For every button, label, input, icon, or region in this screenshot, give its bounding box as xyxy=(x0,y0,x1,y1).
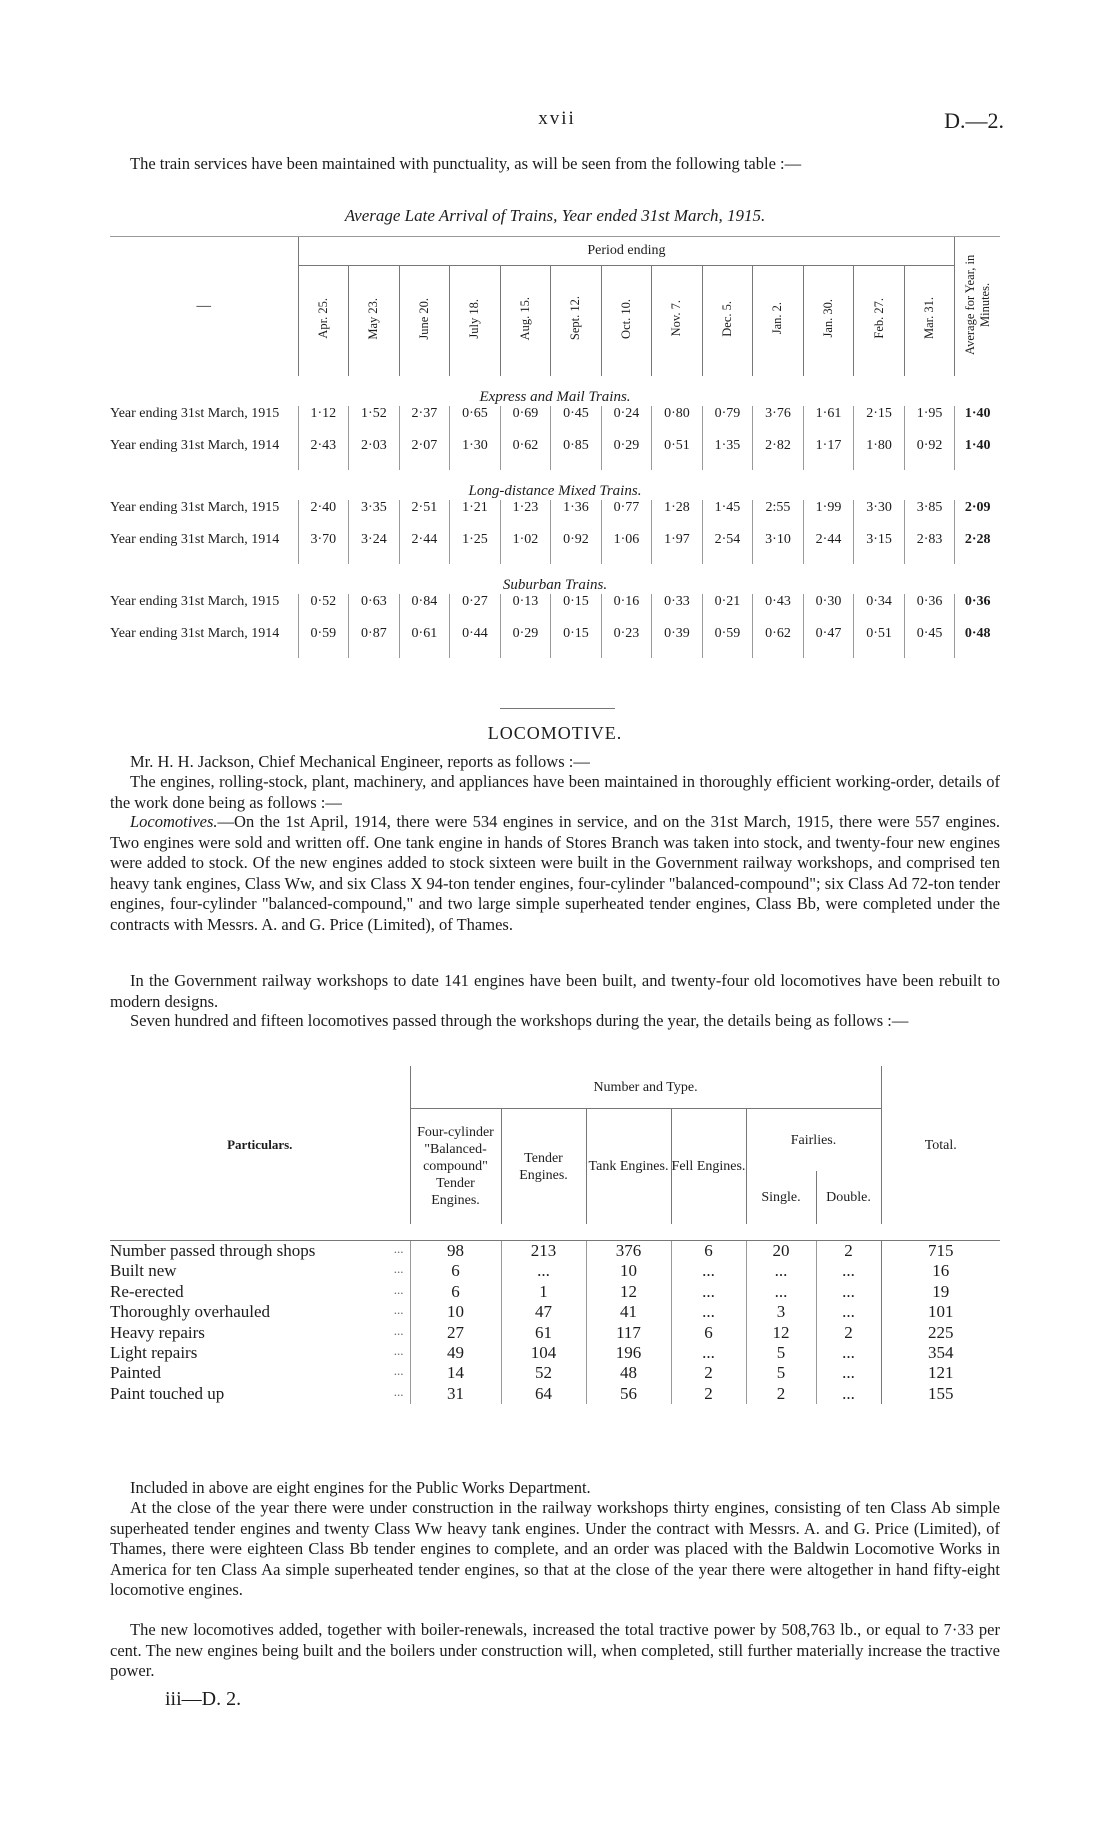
late-minutes-cell: 0·13 xyxy=(500,594,551,626)
row-label: Paint touched up xyxy=(110,1383,225,1403)
table-row xyxy=(110,1363,1000,1383)
row-label: Year ending 31st March, 1914 xyxy=(110,626,280,641)
count-cell: 10 xyxy=(410,1302,501,1322)
late-minutes-cell: 0·61 xyxy=(399,626,450,658)
count-cell: ... xyxy=(671,1302,746,1322)
late-minutes-cell: 0·16 xyxy=(601,594,652,626)
late-minutes-cell: 0·36 xyxy=(904,594,955,626)
fairlies-heading: Fairlies. xyxy=(746,1109,881,1172)
total-cell: 354 xyxy=(881,1343,1000,1363)
late-minutes-cell: 2·40 xyxy=(298,500,349,532)
count-cell: 12 xyxy=(746,1323,816,1343)
period-column-heading: Aug. 15. xyxy=(500,266,551,377)
late-minutes-cell: 0·59 xyxy=(702,626,753,658)
count-cell: ... xyxy=(671,1261,746,1281)
count-cell: 10 xyxy=(586,1261,671,1281)
period-column-heading: Feb. 27. xyxy=(854,266,905,377)
row-label: Year ending 31st March, 1915 xyxy=(110,406,280,421)
train-section-title: Long-distance Mixed Trains. xyxy=(468,483,642,499)
count-cell: ... xyxy=(671,1343,746,1363)
leader-dots: ... xyxy=(393,1261,404,1277)
table-row xyxy=(110,438,1000,470)
average-cell: 0·48 xyxy=(955,626,1000,658)
table-row xyxy=(110,532,1000,564)
fourcyl-heading: Four-cylinder "Balanced-compound" Tender Engines. xyxy=(410,1109,501,1225)
count-cell: ... xyxy=(816,1384,881,1404)
tank-heading: Tank Engines. xyxy=(586,1109,671,1225)
late-minutes-cell: 0·77 xyxy=(601,500,652,532)
page-footer: iii—D. 2. xyxy=(165,1688,242,1710)
late-minutes-cell: 2·44 xyxy=(803,532,854,564)
late-minutes-cell: 2:55 xyxy=(753,500,804,532)
table-row xyxy=(110,1384,1000,1404)
count-cell: 117 xyxy=(586,1323,671,1343)
average-cell: 0·36 xyxy=(955,594,1000,626)
count-cell: 52 xyxy=(501,1363,586,1383)
count-cell: 31 xyxy=(410,1384,501,1404)
count-cell: 376 xyxy=(586,1241,671,1262)
count-cell: 47 xyxy=(501,1302,586,1322)
late-minutes-cell: 1·30 xyxy=(450,438,501,470)
late-minutes-cell: 0·51 xyxy=(652,438,703,470)
table1-caption: Average Late Arrival of Trains, Year ended 31st March, 1915. xyxy=(344,206,766,225)
late-minutes-cell: 1·99 xyxy=(803,500,854,532)
late-minutes-cell: 0·33 xyxy=(652,594,703,626)
late-minutes-cell: 2·07 xyxy=(399,438,450,470)
period-column-heading: Mar. 31. xyxy=(904,266,955,377)
total-cell: 155 xyxy=(881,1384,1000,1404)
count-cell: 6 xyxy=(410,1282,501,1302)
late-minutes-cell: 3·76 xyxy=(753,406,804,438)
count-cell: 5 xyxy=(746,1363,816,1383)
count-cell: 3 xyxy=(746,1302,816,1322)
total-heading: Total. xyxy=(881,1066,1000,1224)
page-header xyxy=(110,108,1004,134)
late-minutes-cell: 0·30 xyxy=(803,594,854,626)
late-minutes-cell: 0·52 xyxy=(298,594,349,626)
count-cell: 14 xyxy=(410,1363,501,1383)
late-minutes-cell: 3·70 xyxy=(298,532,349,564)
late-arrival-table xyxy=(110,236,1000,658)
table-row xyxy=(110,406,1000,438)
table-row xyxy=(110,500,1000,532)
late-minutes-cell: 0·47 xyxy=(803,626,854,658)
period-column-heading: Oct. 10. xyxy=(601,266,652,377)
leader-dots: ... xyxy=(393,1342,404,1358)
row-label: Heavy repairs xyxy=(110,1322,205,1342)
count-cell: 104 xyxy=(501,1343,586,1363)
late-minutes-cell: 0·45 xyxy=(904,626,955,658)
count-cell: 56 xyxy=(586,1384,671,1404)
single-heading: Single. xyxy=(746,1171,816,1224)
count-cell: 98 xyxy=(410,1241,501,1262)
period-column-heading: Nov. 7. xyxy=(652,266,703,377)
table-row xyxy=(110,1302,1000,1322)
count-cell: 12 xyxy=(586,1282,671,1302)
row-label: Light repairs xyxy=(110,1342,198,1362)
table-row xyxy=(110,594,1000,626)
count-cell: 2 xyxy=(671,1363,746,1383)
period-column-heading: Jan. 2. xyxy=(753,266,804,377)
workshops-table xyxy=(110,1066,1000,1404)
late-minutes-cell: 0·92 xyxy=(551,532,602,564)
late-minutes-cell: 2·54 xyxy=(702,532,753,564)
locomotive-para-1: The engines, rolling-stock, plant, machinery, and appliances have been maintained in thoroughly efficient working-order, details of the work done being as follows :— xyxy=(110,772,1000,812)
late-minutes-cell: 0·29 xyxy=(500,626,551,658)
count-cell: 196 xyxy=(586,1343,671,1363)
double-heading: Double. xyxy=(816,1171,881,1224)
late-minutes-cell: 0·39 xyxy=(652,626,703,658)
leader-dots: ... xyxy=(393,1302,404,1318)
total-cell: 715 xyxy=(881,1241,1000,1262)
count-cell: 20 xyxy=(746,1241,816,1262)
locomotives-text: —On the 1st April, 1914, there were 534 engines in service, and on the 31st March, 1915, there were 557 engines. Two engines were sold and written off. One tank engine in hands of Stores Branch was taken into stock, and twenty-four new engines were added to stock. Of the new engines added to stock sixteen were built in the Government railway workshops, and comprised ten heavy tank engines, Class Ww, and six Class X 94-ton tender engines, four-cylinder "balanced-compound"; six Class Ad 72-ton tender engines, four-cylinder "balanced-compound," and two large simple superheated tender engines, Class Bb, were completed under the contracts with Messrs. A. and G. Price (Limited), of Thames. xyxy=(110,812,1000,934)
average-cell: 1·40 xyxy=(955,438,1000,470)
table-row xyxy=(110,1241,1000,1262)
late-minutes-cell: 0·63 xyxy=(349,594,400,626)
count-cell: ... xyxy=(501,1261,586,1281)
fell-heading: Fell Engines. xyxy=(671,1109,746,1225)
late-minutes-cell: 1·12 xyxy=(298,406,349,438)
period-column-heading: Apr. 25. xyxy=(298,266,349,377)
table-row xyxy=(110,1261,1000,1281)
late-minutes-cell: 1·97 xyxy=(652,532,703,564)
late-minutes-cell: 0·69 xyxy=(500,406,551,438)
section-rule xyxy=(500,708,615,709)
late-minutes-cell: 3·10 xyxy=(753,532,804,564)
late-minutes-cell: 0·85 xyxy=(551,438,602,470)
closing-para-1: Included in above are eight engines for the Public Works Department. xyxy=(130,1478,591,1497)
count-cell: 6 xyxy=(671,1241,746,1262)
count-cell: ... xyxy=(816,1282,881,1302)
closing-para-2: At the close of the year there were under construction in the railway workshops thirty engines, consisting of ten Class Ab simple superheated tender engines and twenty Class Ww heavy tank engines. Under the contract with Messrs. A. and G. Price (Limited), of Thames, there were eighteen Class Bb tender engines to complete, and an order was placed with the Baldwin Locomotive Works in America for ten Class Aa simple superheated tender engines, so that at the close of the year there were altogether in hand fifty-eight locomotive engines. xyxy=(110,1498,1000,1599)
late-minutes-cell: 2·83 xyxy=(904,532,955,564)
count-cell: 1 xyxy=(501,1282,586,1302)
late-minutes-cell: 0·43 xyxy=(753,594,804,626)
late-minutes-cell: 0·21 xyxy=(702,594,753,626)
period-column-heading: June 20. xyxy=(399,266,450,377)
train-section-title: Suburban Trains. xyxy=(502,577,608,593)
locomotive-para-2 xyxy=(110,812,1000,935)
late-minutes-cell: 1·25 xyxy=(450,532,501,564)
late-minutes-cell: 0·15 xyxy=(551,626,602,658)
late-minutes-cell: 0·80 xyxy=(652,406,703,438)
average-cell: 1·40 xyxy=(955,406,1000,438)
count-cell: ... xyxy=(816,1261,881,1281)
late-minutes-cell: 0·62 xyxy=(500,438,551,470)
table1-corner: — xyxy=(110,237,298,377)
late-minutes-cell: 0·45 xyxy=(551,406,602,438)
row-label: Thoroughly overhauled xyxy=(110,1302,271,1322)
late-minutes-cell: 1·80 xyxy=(854,438,905,470)
late-minutes-cell: 1·61 xyxy=(803,406,854,438)
table-row xyxy=(110,1323,1000,1343)
late-minutes-cell: 1·23 xyxy=(500,500,551,532)
late-minutes-cell: 2·43 xyxy=(298,438,349,470)
late-minutes-cell: 1·36 xyxy=(551,500,602,532)
late-minutes-cell: 0·15 xyxy=(551,594,602,626)
late-minutes-cell: 0·59 xyxy=(298,626,349,658)
count-cell: 41 xyxy=(586,1302,671,1322)
late-minutes-cell: 0·51 xyxy=(854,626,905,658)
average-cell: 2·09 xyxy=(955,500,1000,532)
late-minutes-cell: 2·15 xyxy=(854,406,905,438)
document-code: D.—2. xyxy=(944,108,1004,133)
number-and-type-heading: Number and Type. xyxy=(410,1066,881,1109)
total-cell: 225 xyxy=(881,1323,1000,1343)
leader-dots: ... xyxy=(393,1322,404,1338)
count-cell: 49 xyxy=(410,1343,501,1363)
locomotives-lead: Locomotives. xyxy=(130,812,218,831)
table-row xyxy=(110,1343,1000,1363)
late-minutes-cell: 2·51 xyxy=(399,500,450,532)
count-cell: ... xyxy=(816,1363,881,1383)
particulars-heading: Particulars. xyxy=(227,1137,293,1152)
average-cell: 2·28 xyxy=(955,532,1000,564)
tender-heading: Tender Engines. xyxy=(501,1109,586,1225)
late-minutes-cell: 0·34 xyxy=(854,594,905,626)
count-cell: ... xyxy=(746,1282,816,1302)
locomotive-para-4: Seven hundred and fifteen locomotives passed through the workshops during the year, the details being as follows :— xyxy=(130,1011,909,1030)
row-label: Year ending 31st March, 1914 xyxy=(110,438,280,453)
late-minutes-cell: 0·79 xyxy=(702,406,753,438)
count-cell: 48 xyxy=(586,1363,671,1383)
late-minutes-cell: 1·52 xyxy=(349,406,400,438)
count-cell: ... xyxy=(746,1261,816,1281)
avg-heading: Average for Year, in Minutes. xyxy=(955,237,1000,377)
table-row xyxy=(110,626,1000,658)
leader-dots: ... xyxy=(393,1363,404,1379)
late-minutes-cell: 1·02 xyxy=(500,532,551,564)
leader-dots: ... xyxy=(393,1281,404,1297)
row-label: Painted xyxy=(110,1363,161,1383)
late-minutes-cell: 0·62 xyxy=(753,626,804,658)
count-cell: ... xyxy=(671,1282,746,1302)
late-minutes-cell: 3·85 xyxy=(904,500,955,532)
late-minutes-cell: 1·45 xyxy=(702,500,753,532)
late-minutes-cell: 1·17 xyxy=(803,438,854,470)
count-cell: 2 xyxy=(816,1241,881,1262)
count-cell: 213 xyxy=(501,1241,586,1262)
row-label: Year ending 31st March, 1915 xyxy=(110,500,280,515)
row-label: Re-erected xyxy=(110,1281,184,1301)
late-minutes-cell: 0·87 xyxy=(349,626,400,658)
late-minutes-cell: 0·92 xyxy=(904,438,955,470)
locomotive-reports-line: Mr. H. H. Jackson, Chief Mechanical Engineer, reports as follows :— xyxy=(130,752,590,771)
count-cell: 5 xyxy=(746,1343,816,1363)
late-minutes-cell: 2·82 xyxy=(753,438,804,470)
period-column-heading: Jan. 30. xyxy=(803,266,854,377)
total-cell: 19 xyxy=(881,1282,1000,1302)
total-cell: 121 xyxy=(881,1363,1000,1383)
total-cell: 101 xyxy=(881,1302,1000,1322)
period-column-heading: July 18. xyxy=(450,266,501,377)
closing-para-3: The new locomotives added, together with boiler-renewals, increased the total tractive power by 508,763 lb., or equal to 7·33 per cent. The new engines being built and the boilers under construction will, when completed, still further materially increase the tractive power. xyxy=(110,1620,1000,1680)
table-row xyxy=(110,1282,1000,1302)
count-cell: 61 xyxy=(501,1323,586,1343)
late-minutes-cell: 2·03 xyxy=(349,438,400,470)
late-minutes-cell: 0·84 xyxy=(399,594,450,626)
late-minutes-cell: 1·06 xyxy=(601,532,652,564)
period-heading: Period ending xyxy=(298,237,955,266)
late-minutes-cell: 0·23 xyxy=(601,626,652,658)
late-minutes-cell: 1·35 xyxy=(702,438,753,470)
locomotive-para-3: In the Government railway workshops to date 141 engines have been built, and twenty-four old locomotives have been rebuilt to modern designs. xyxy=(110,971,1000,1011)
late-minutes-cell: 1·28 xyxy=(652,500,703,532)
count-cell: 6 xyxy=(410,1261,501,1281)
row-label: Year ending 31st March, 1914 xyxy=(110,532,280,547)
late-minutes-cell: 1·95 xyxy=(904,406,955,438)
late-minutes-cell: 0·29 xyxy=(601,438,652,470)
count-cell: 64 xyxy=(501,1384,586,1404)
leader-dots: ... xyxy=(393,1241,404,1256)
late-minutes-cell: 3·15 xyxy=(854,532,905,564)
count-cell: 6 xyxy=(671,1323,746,1343)
late-minutes-cell: 0·44 xyxy=(450,626,501,658)
intro-paragraph: The train services have been maintained with punctuality, as will be seen from the following table :— xyxy=(130,154,802,173)
count-cell: ... xyxy=(816,1302,881,1322)
period-column-heading: Dec. 5. xyxy=(702,266,753,377)
period-column-heading: Sept. 12. xyxy=(551,266,602,377)
late-minutes-cell: 3·30 xyxy=(854,500,905,532)
count-cell: 2 xyxy=(671,1384,746,1404)
count-cell: ... xyxy=(816,1343,881,1363)
late-minutes-cell: 3·35 xyxy=(349,500,400,532)
count-cell: 2 xyxy=(746,1384,816,1404)
count-cell: 27 xyxy=(410,1323,501,1343)
late-minutes-cell: 3·24 xyxy=(349,532,400,564)
late-minutes-cell: 2·44 xyxy=(399,532,450,564)
late-minutes-cell: 1·21 xyxy=(450,500,501,532)
late-minutes-cell: 0·27 xyxy=(450,594,501,626)
late-minutes-cell: 2·37 xyxy=(399,406,450,438)
page-folio: xvii xyxy=(538,108,576,129)
row-label: Year ending 31st March, 1915 xyxy=(110,594,280,609)
row-label: Number passed through shops xyxy=(110,1241,316,1260)
row-label: Built new xyxy=(110,1261,177,1281)
late-minutes-cell: 0·24 xyxy=(601,406,652,438)
period-column-heading: May 23. xyxy=(349,266,400,377)
count-cell: 2 xyxy=(816,1323,881,1343)
late-minutes-cell: 0·65 xyxy=(450,406,501,438)
leader-dots: ... xyxy=(393,1383,404,1399)
train-section-title: Express and Mail Trains. xyxy=(479,389,631,405)
locomotive-heading: LOCOMOTIVE. xyxy=(487,723,623,743)
total-cell: 16 xyxy=(881,1261,1000,1281)
